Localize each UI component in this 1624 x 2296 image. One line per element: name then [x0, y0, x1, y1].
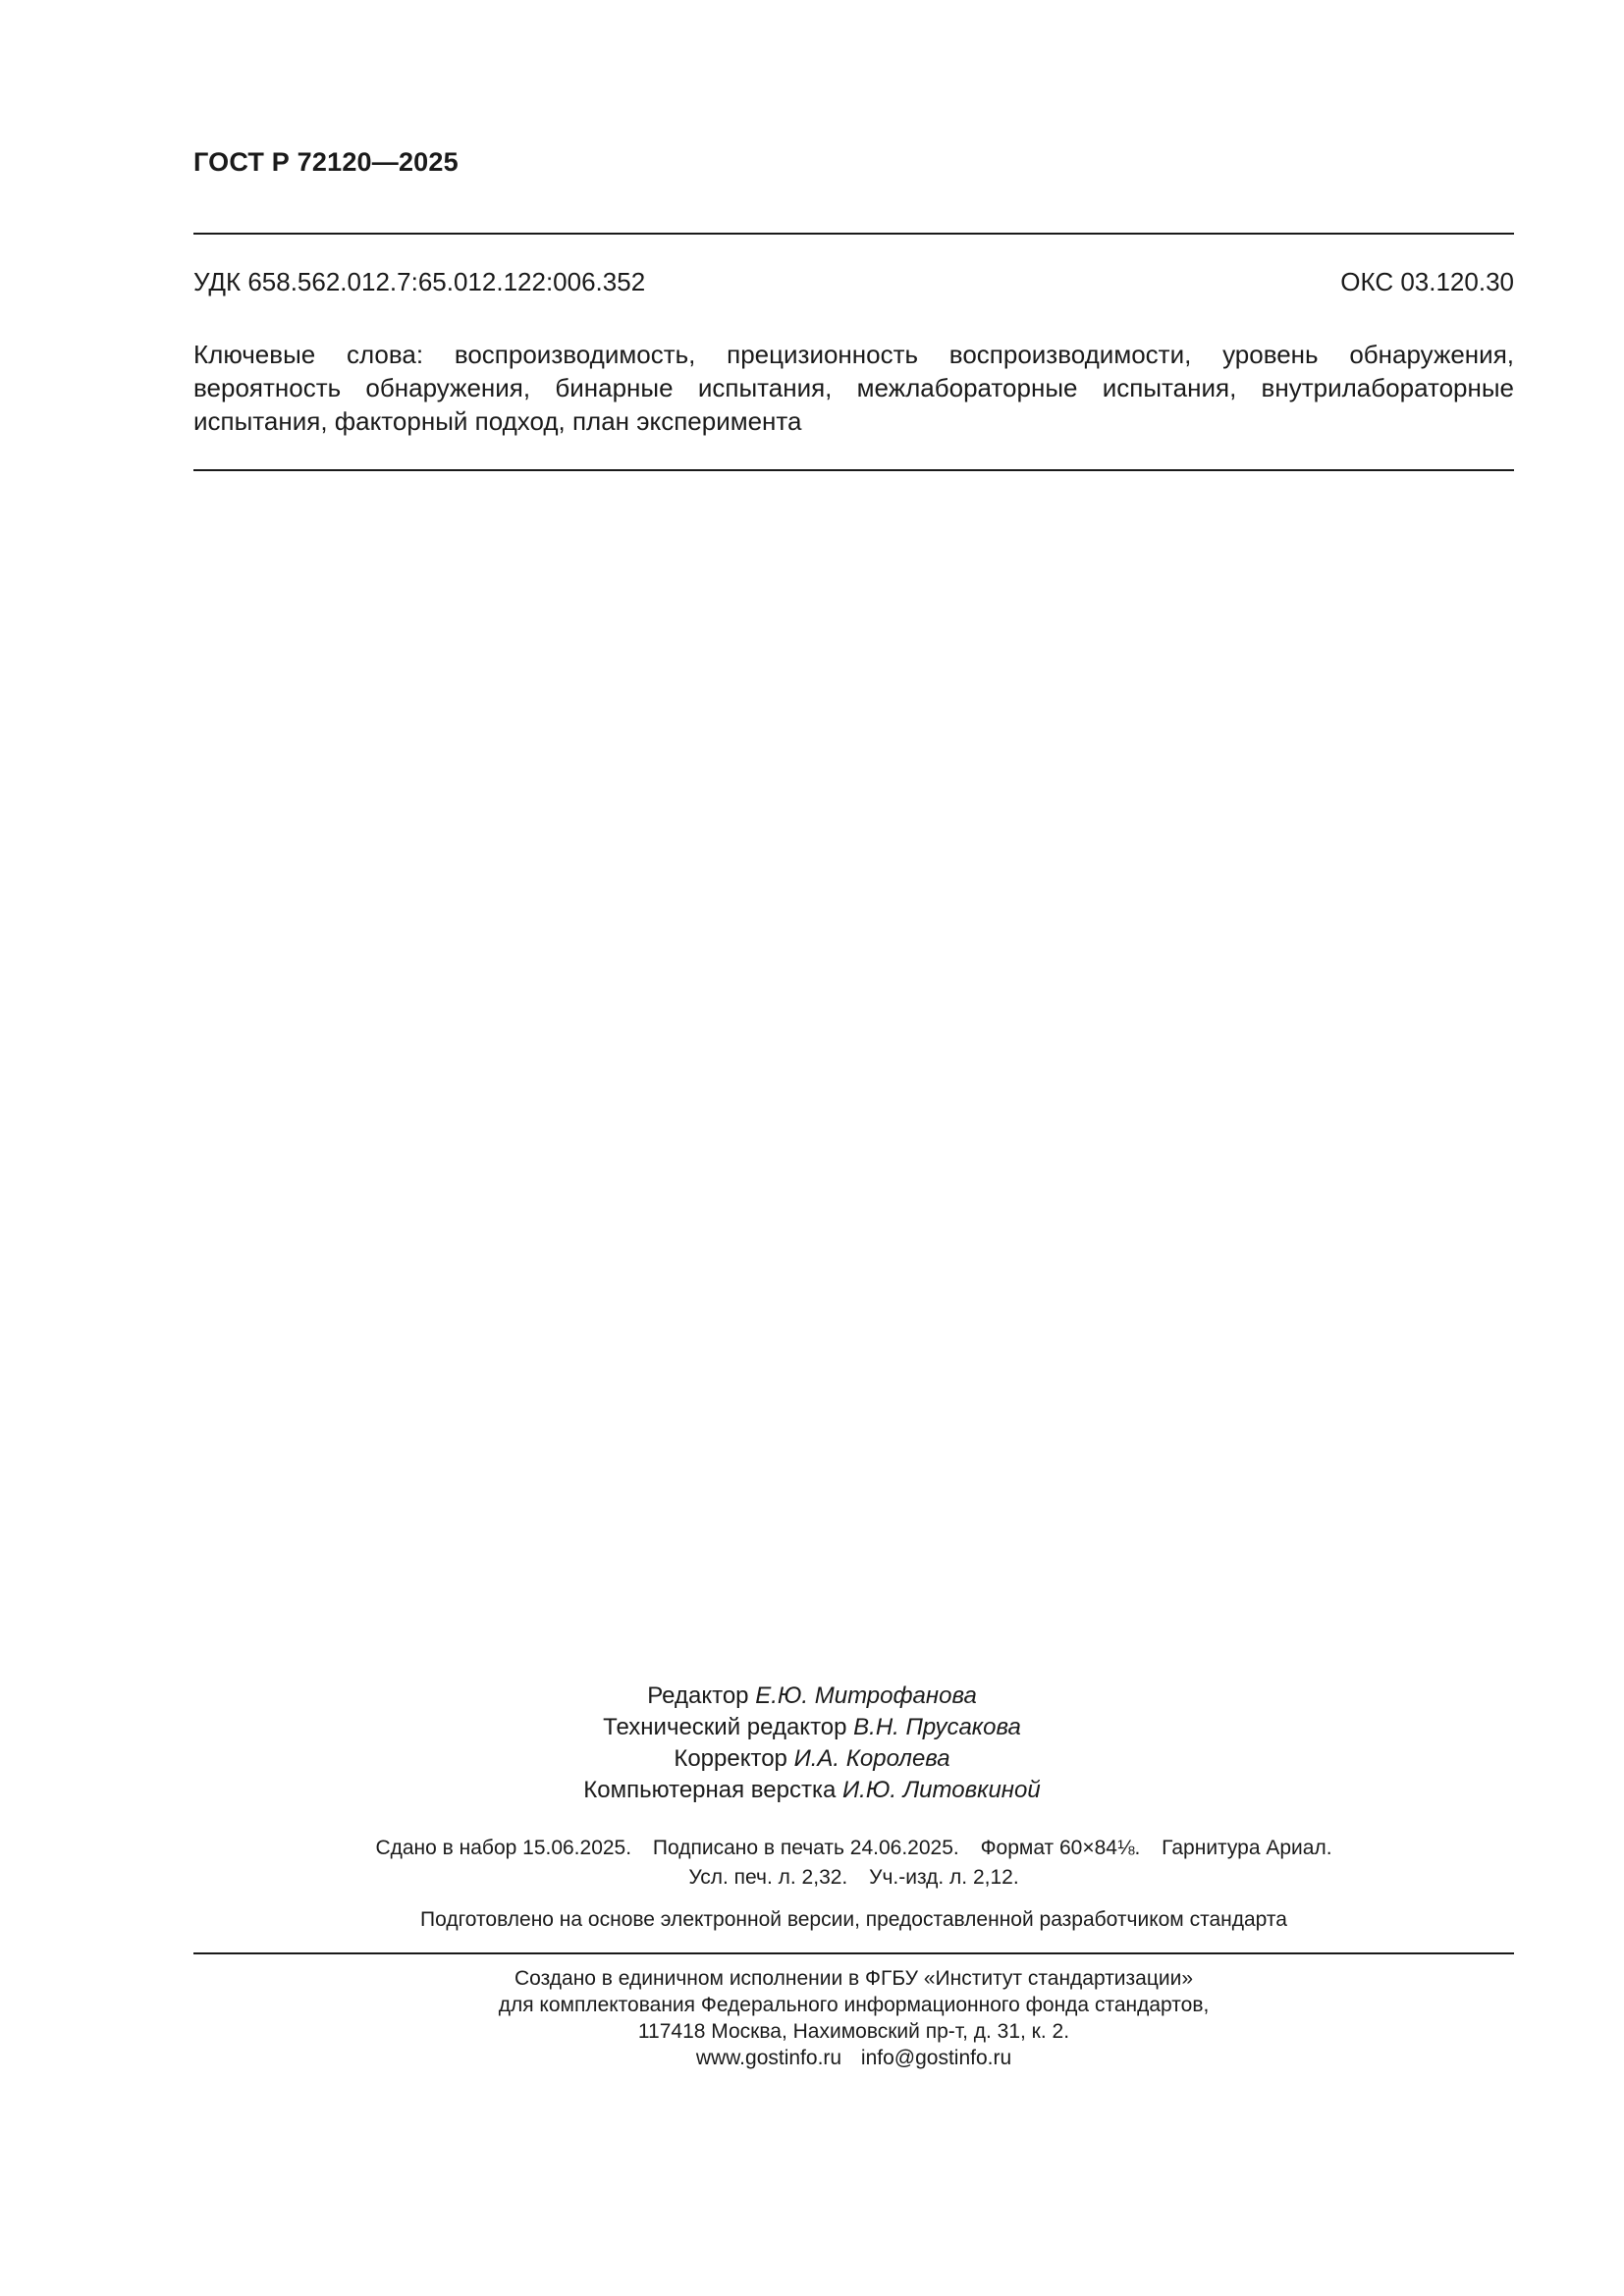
credit-role: Технический редактор — [603, 1714, 847, 1740]
prepared-note: Подготовлено на основе электронной версии, предоставленной разработчиком стандарта — [420, 1908, 1287, 1931]
credit-layout — [0, 1775, 1624, 1806]
oks-code: ОКС 03.120.30 — [1340, 267, 1514, 296]
publisher-line-2: для комплектования Федерального информационного фонда стандартов, — [498, 1994, 1210, 2016]
publisher-divider — [193, 1952, 1514, 1954]
imprint-format: Формат 60×84⅛. — [980, 1837, 1141, 1859]
udk-code: УДК 658.562.012.7:65.012.122:006.352 — [193, 267, 646, 296]
credit-editor — [0, 1681, 1624, 1712]
credit-person: И.Ю. Литовкиной — [842, 1777, 1041, 1803]
credit-person: В.Н. Прусакова — [853, 1714, 1021, 1740]
credit-person: Е.Ю. Митрофанова — [755, 1682, 977, 1709]
imprint-block — [193, 1834, 1514, 1893]
imprint-line-2 — [193, 1863, 1514, 1893]
imprint-signed: Подписано в печать 24.06.2025. — [652, 1837, 959, 1859]
credit-proofreader — [0, 1743, 1624, 1775]
publisher-line-1: Создано в единичном исполнении в ФГБУ «Институт стандартизации» — [514, 1967, 1194, 1990]
credit-role: Редактор — [647, 1682, 749, 1709]
top-divider — [193, 233, 1514, 235]
credit-role: Корректор — [674, 1745, 787, 1772]
keywords-divider — [193, 469, 1514, 471]
classification-row — [193, 267, 1514, 297]
credit-person: И.А. Королева — [793, 1745, 950, 1772]
publisher-contacts — [193, 2045, 1514, 2071]
publisher-block — [193, 1965, 1514, 2071]
website-link[interactable]: www.gostinfo.ru — [695, 2047, 842, 2069]
imprint-print-sheets: Усл. печ. л. 2,32. — [688, 1866, 848, 1889]
email-link[interactable]: info@gostinfo.ru — [860, 2047, 1012, 2069]
credit-technical-editor — [0, 1712, 1624, 1743]
imprint-submitted: Сдано в набор 15.06.2025. — [375, 1837, 632, 1859]
imprint-typeface: Гарнитура Ариал. — [1162, 1837, 1332, 1859]
publisher-address: 117418 Москва, Нахимовский пр-т, д. 31, к. 2. — [637, 2020, 1070, 2043]
imprint-publisher-sheets: Уч.-изд. л. 2,12. — [869, 1866, 1019, 1889]
imprint-line-1 — [193, 1834, 1514, 1863]
credit-role: Компьютерная верстка — [583, 1777, 837, 1803]
credits-block — [0, 1681, 1624, 1806]
standard-code: ГОСТ Р 72120—2025 — [193, 147, 459, 177]
keywords-paragraph: Ключевые слова: воспроизводимость, прецизионность воспроизводимости, уровень обнаружения, вероятность обнаружения, бинарные испытания, межлабораторные испытания, внутрилабораторные испытания, факторный подход, план эксперимента — [193, 340, 1514, 436]
